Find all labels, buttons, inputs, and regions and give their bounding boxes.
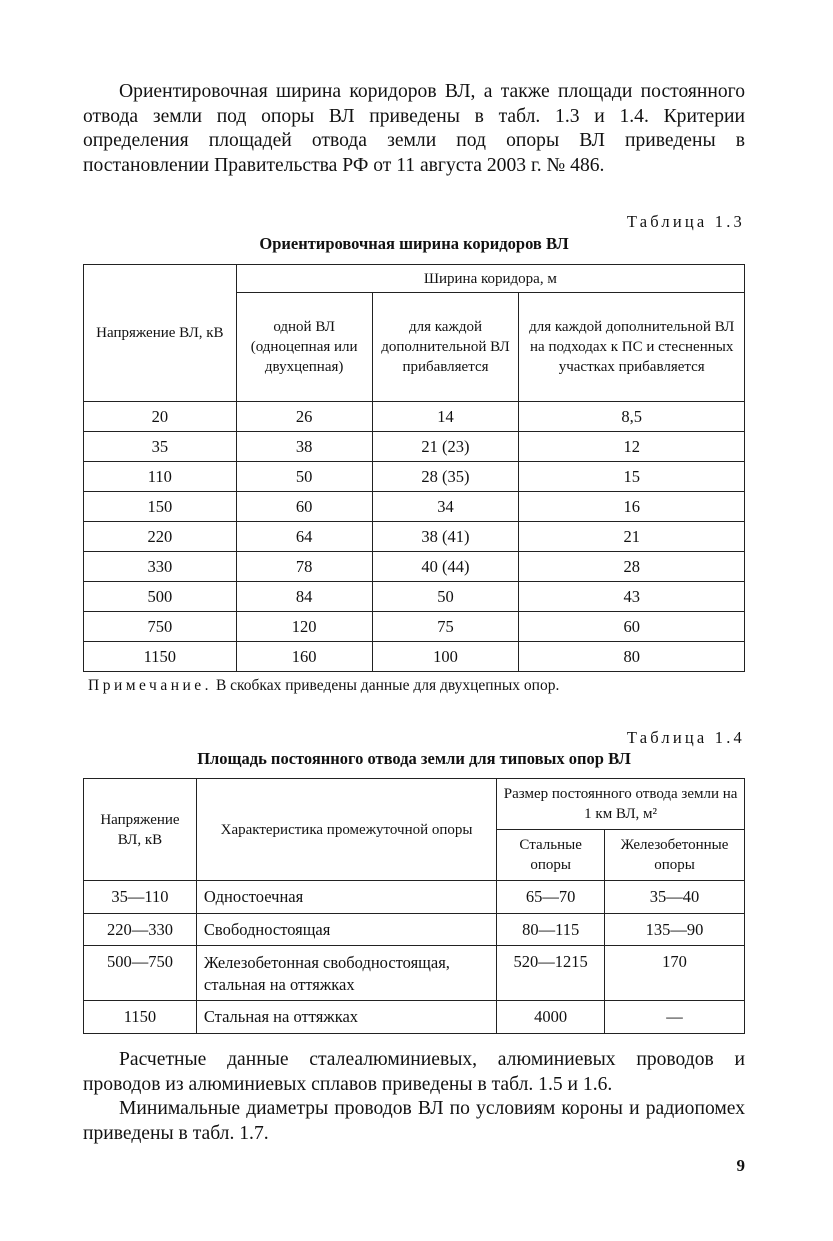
t14-cell: 1150: [84, 1001, 197, 1034]
t14-cell: 500—750: [84, 946, 197, 1001]
t13-cell: 220: [84, 522, 237, 552]
table-row: [84, 946, 745, 1001]
table-1-3-label: Таблица 1.3: [626, 212, 745, 231]
note-text: В скобках приведены данные для двухцепных опор.: [212, 677, 560, 694]
t13-cell: 8,5: [519, 402, 745, 432]
t14-cell: 65—70: [497, 881, 605, 914]
table-1-4-label: Таблица 1.4: [626, 728, 745, 747]
t13-cell: 40 (44): [372, 552, 519, 582]
t13-cell: 20: [84, 402, 237, 432]
table-row: [84, 914, 745, 946]
table-1-4: [83, 778, 745, 1034]
t14-header-steel: Стальные опоры: [497, 830, 605, 881]
t13-cell: 60: [236, 492, 372, 522]
table-1-3-note: [88, 677, 559, 695]
t13-cell: 14: [372, 402, 519, 432]
t13-cell: 26: [236, 402, 372, 432]
table-row: [84, 552, 745, 582]
table-1-3-title: Ориентировочная ширина коридоров ВЛ: [259, 234, 569, 253]
t13-header-each-add: для каждой дополнительной ВЛ прибавляется: [372, 293, 519, 402]
t13-cell: 21 (23): [372, 432, 519, 462]
t13-cell: 12: [519, 432, 745, 462]
t13-cell: 500: [84, 582, 237, 612]
t13-cell: 35: [84, 432, 237, 462]
t13-cell: 75: [372, 612, 519, 642]
t13-cell: 330: [84, 552, 237, 582]
table-1-4-title: Площадь постоянного отвода земли для типовых опор ВЛ: [197, 749, 631, 768]
t14-header-concrete: Железобетонные опоры: [605, 830, 745, 881]
t14-cell: Стальная на оттяжках: [196, 1001, 496, 1034]
intro-paragraph: Ориентировочная ширина коридоров ВЛ, а также площади постоянного отвода земли под опоры ВЛ приведены в табл. 1.3 и 1.4. Критерии определения площадей отвода земли под опоры ВЛ приведены в постановлении Правительства РФ от 11 августа 2003 г. № 486.: [83, 81, 745, 176]
table-row: [84, 642, 745, 672]
t13-cell: 21: [519, 522, 745, 552]
t14-cell: 4000: [497, 1001, 605, 1034]
t14-cell: 220—330: [84, 914, 197, 946]
table-row: [84, 582, 745, 612]
t13-cell: 50: [372, 582, 519, 612]
t14-header-voltage: Напряжение ВЛ, кВ: [84, 779, 197, 881]
t14-cell: 135—90: [605, 914, 745, 946]
t14-cell: 35—40: [605, 881, 745, 914]
page-number: 9: [736, 1156, 745, 1175]
t13-header-single: одной ВЛ (одноцепная или двухцепная): [236, 293, 372, 402]
t14-cell: Одностоечная: [196, 881, 496, 914]
t13-header-voltage: Напряжение ВЛ, кВ: [84, 265, 237, 402]
t13-cell: 60: [519, 612, 745, 642]
t13-cell: 28: [519, 552, 745, 582]
t13-cell: 100: [372, 642, 519, 672]
t13-cell: 50: [236, 462, 372, 492]
t13-cell: 160: [236, 642, 372, 672]
t13-cell: 38: [236, 432, 372, 462]
t14-cell: 35—110: [84, 881, 197, 914]
t13-header-group: Ширина коридора, м: [236, 265, 744, 293]
paragraph-2: Расчетные данные сталеалюминиевых, алюминиевых проводов и проводов из алюминиевых сплавов приведены в табл. 1.5 и 1.6.: [83, 1049, 745, 1095]
t13-cell: 120: [236, 612, 372, 642]
t13-cell: 28 (35): [372, 462, 519, 492]
t13-cell: 34: [372, 492, 519, 522]
t13-cell: 1150: [84, 642, 237, 672]
t13-cell: 110: [84, 462, 237, 492]
table-row: [84, 881, 745, 914]
table-row: [84, 402, 745, 432]
t13-cell: 80: [519, 642, 745, 672]
t14-cell: —: [605, 1001, 745, 1034]
t14-cell: Железобетонная свободностоящая, стальная на оттяжках: [196, 946, 496, 1001]
t13-cell: 43: [519, 582, 745, 612]
t13-header-each-add-ps: для каждой дополнительной ВЛ на подходах к ПС и стесненных участках прибавляется: [519, 293, 745, 402]
table-row: [84, 492, 745, 522]
table-row: [84, 462, 745, 492]
t13-cell: 84: [236, 582, 372, 612]
table-row: [84, 1001, 745, 1034]
t13-cell: 64: [236, 522, 372, 552]
t13-cell: 15: [519, 462, 745, 492]
table-row: [84, 522, 745, 552]
t13-cell: 38 (41): [372, 522, 519, 552]
note-label: Примечание.: [88, 677, 213, 694]
t14-header-characteristic: Характеристика промежуточной опоры: [196, 779, 496, 881]
table-1-3: [83, 264, 745, 672]
t14-cell: 170: [605, 946, 745, 1001]
table-row: [84, 612, 745, 642]
t14-cell: 520—1215: [497, 946, 605, 1001]
t14-cell: 80—115: [497, 914, 605, 946]
t13-cell: 750: [84, 612, 237, 642]
t13-cell: 78: [236, 552, 372, 582]
table-row: [84, 432, 745, 462]
t13-cell: 150: [84, 492, 237, 522]
t14-cell: Свободностоящая: [196, 914, 496, 946]
t14-header-group: Размер постоянного отвода земли на 1 км ВЛ, м²: [497, 779, 745, 830]
t13-cell: 16: [519, 492, 745, 522]
paragraph-3: Минимальные диаметры проводов ВЛ по условиям короны и радиопомех приведены в табл. 1.7.: [83, 1098, 745, 1144]
